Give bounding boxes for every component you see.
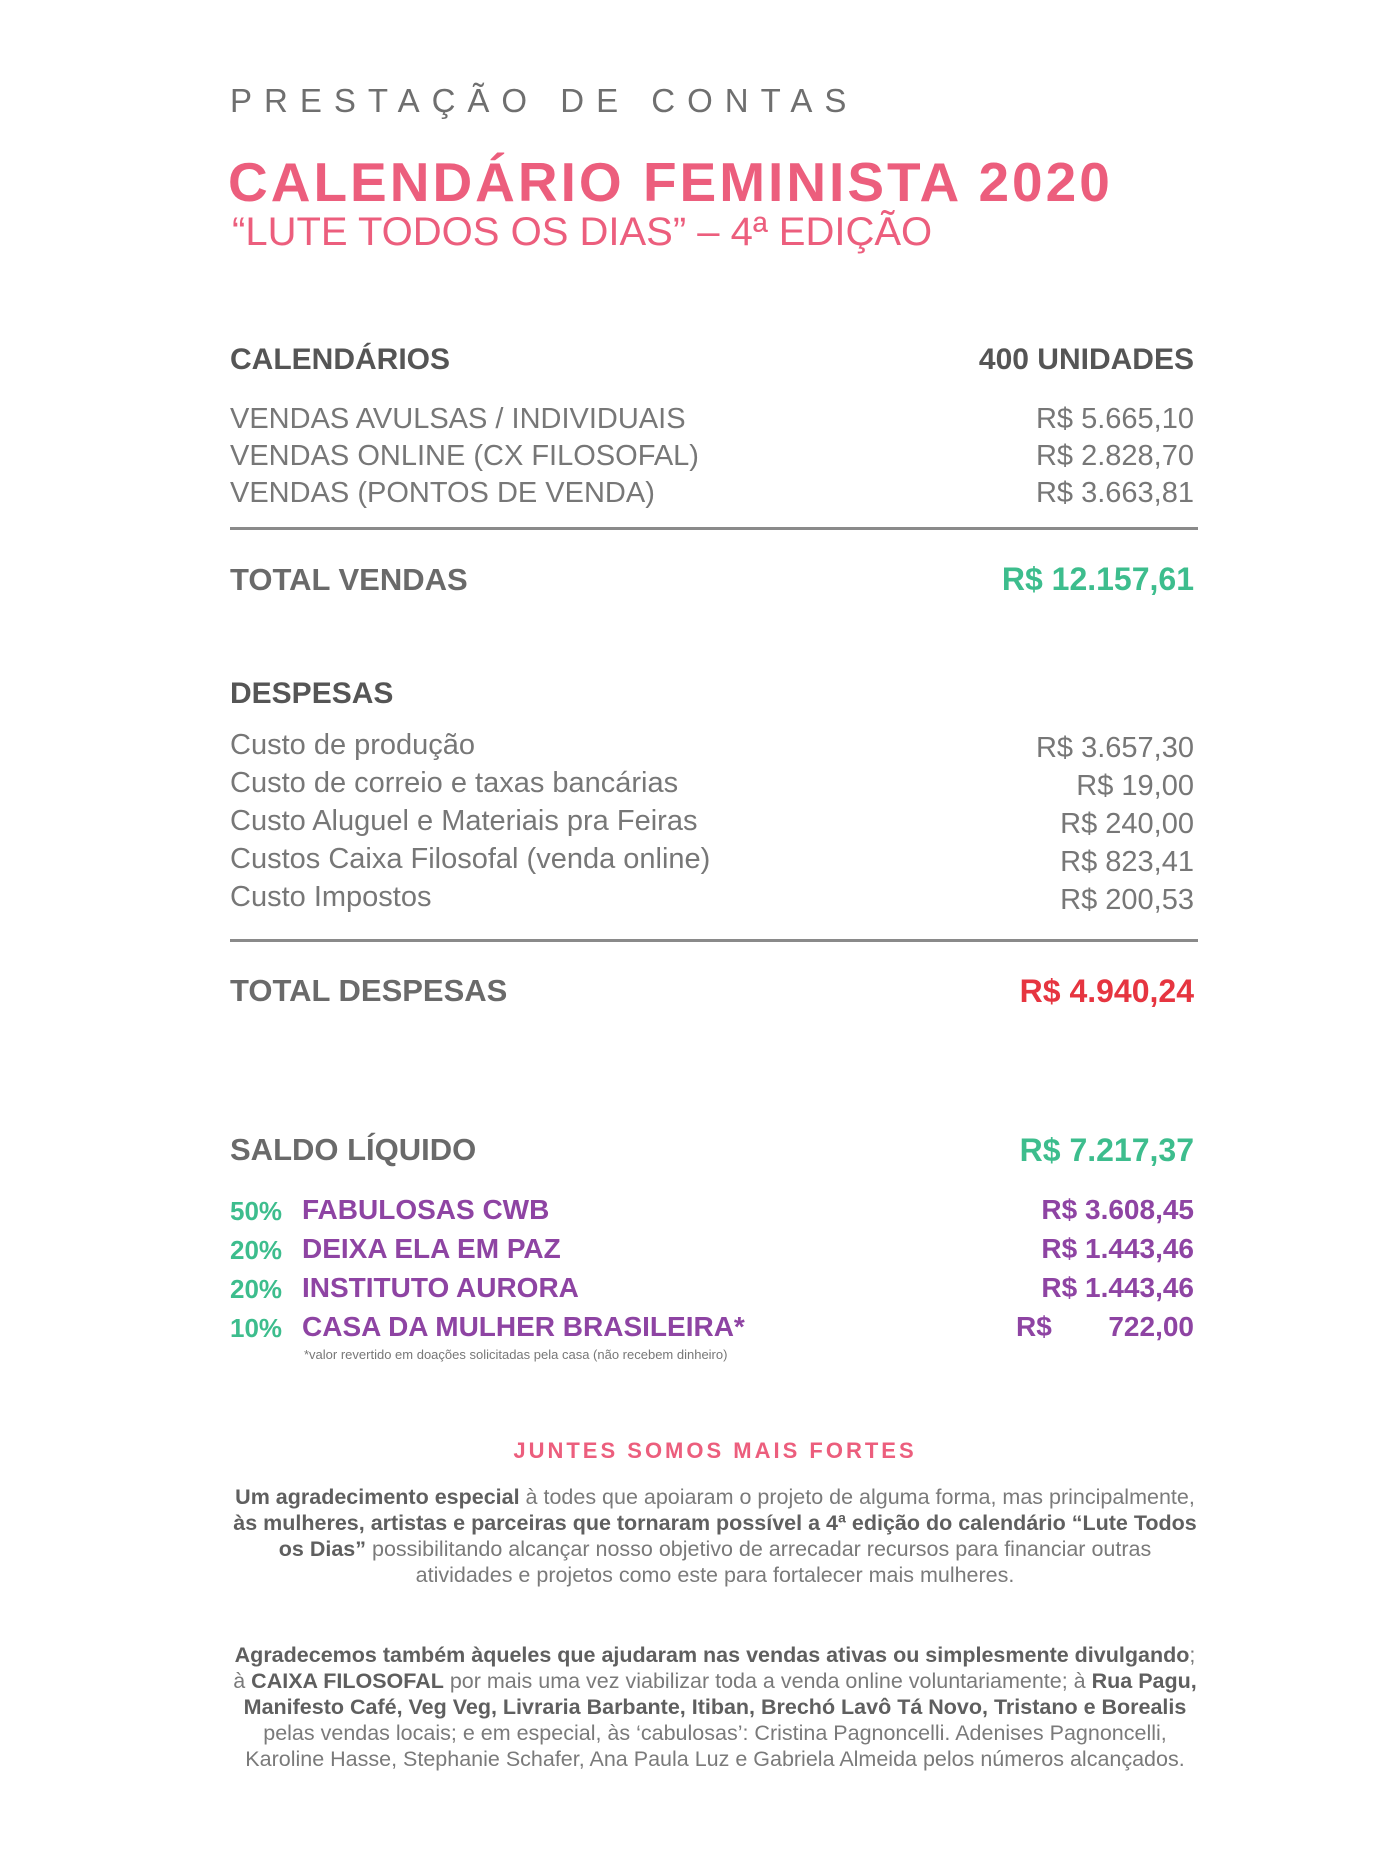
- beneficiary-currency: R$: [1016, 1311, 1052, 1342]
- calendarios-heading: CALENDÁRIOS: [230, 343, 451, 376]
- total-expenses-label: TOTAL DESPESAS: [230, 973, 508, 1008]
- slogan: JUNTES SOMOS MAIS FORTES: [513, 1438, 917, 1463]
- thanks-emphasis: Um agradecimento especial: [235, 1485, 520, 1509]
- divider: [230, 939, 1198, 942]
- beneficiary-name: CASA DA MULHER BRASILEIRA*: [302, 1311, 745, 1342]
- net-balance-label: SALDO LÍQUIDO: [230, 1132, 477, 1167]
- sales-row-value: R$ 5.665,10: [1035, 403, 1194, 435]
- ack-emphasis: Rua Pagu, Manifesto Café, Veg Veg, Livraria Barbante, Itiban, Brechó Lavô Tá Novo, Tristano e Borealis: [243, 1669, 1197, 1719]
- ack-text: ; à: [233, 1643, 1196, 1693]
- share-percent: 50%: [230, 1196, 283, 1226]
- beneficiary-name: FABULOSAS CWB: [302, 1194, 550, 1225]
- thanks-emphasis: às mulheres, artistas e parceiras que tornaram possível a 4ª edição do calendário “Lute Todos os Dias”: [233, 1511, 1197, 1561]
- total-expenses-value: R$ 4.940,24: [1019, 973, 1194, 1009]
- ack-emphasis: CAIXA FILOSOFAL: [251, 1669, 444, 1693]
- despesas-heading: DESPESAS: [230, 677, 394, 710]
- document-subtitle: “LUTE TODOS OS DIAS” – 4ª EDIÇÃO: [232, 210, 933, 254]
- footnote: *valor revertido em doações solicitadas pela casa (não recebem dinheiro): [304, 1347, 728, 1362]
- sales-row-label: VENDAS (PONTOS DE VENDA): [230, 477, 655, 509]
- ack-text: pelas vendas locais; e em especial, às ‘cabulosas’: Cristina Pagnoncelli. Adenises Pagnoncelli, Karoline Hasse, Stephanie Schafer, Ana Paula Luz e Gabriela Almeida pelos números alcançados.: [245, 1721, 1185, 1771]
- beneficiary-name: INSTITUTO AURORA: [302, 1272, 579, 1303]
- expense-row-label: Custo Aluguel e Materiais pra Feiras: [230, 805, 698, 837]
- share-percent: 20%: [230, 1235, 283, 1265]
- expense-row-value: R$ 19,00: [1076, 770, 1194, 802]
- expense-row-label: Custo de correio e taxas bancárias: [230, 767, 679, 799]
- document-title: CALENDÁRIO FEMINISTA 2020: [228, 151, 1113, 213]
- ack-emphasis: Agradecemos também àqueles que ajudaram nas vendas ativas ou simplesmente divulgando: [234, 1643, 1190, 1667]
- thanks-text: possibilitando alcançar nosso objetivo de arrecadar recursos para financiar outras atividades e projetos como este para fortalecer mais mulheres.: [366, 1537, 1152, 1587]
- beneficiary-amount: R$ 1.443,46: [1041, 1233, 1194, 1264]
- expense-row-label: Custos Caixa Filosofal (venda online): [230, 843, 711, 875]
- sales-row-value: R$ 3.663,81: [1035, 477, 1194, 509]
- net-balance-value: R$ 7.217,37: [1019, 1132, 1194, 1168]
- share-percent: 20%: [230, 1274, 283, 1304]
- share-percent: 10%: [230, 1313, 283, 1343]
- divider: [230, 527, 1198, 530]
- expense-row-value: R$ 3.657,30: [1035, 732, 1194, 764]
- sales-row-value: R$ 2.828,70: [1035, 440, 1194, 472]
- expense-row-label: Custo de produção: [230, 729, 476, 761]
- sales-row-label: VENDAS ONLINE (CX FILOSOFAL): [230, 440, 699, 472]
- thanks-text: à todes que apoiaram o projeto de alguma forma, mas principalmente,: [519, 1485, 1195, 1509]
- beneficiary-name: DEIXA ELA EM PAZ: [302, 1233, 561, 1264]
- expense-row-value: R$ 823,41: [1060, 846, 1194, 878]
- acknowledgements-paragraph: [230, 1642, 1200, 1772]
- calendarios-quantity: 400 UNIDADES: [978, 343, 1194, 376]
- expense-row-value: R$ 200,53: [1060, 884, 1194, 916]
- thanks-paragraph: [230, 1484, 1200, 1588]
- beneficiary-amount: R$ 1.443,46: [1041, 1272, 1194, 1303]
- expense-row-value: R$ 240,00: [1060, 808, 1194, 840]
- beneficiary-amount: 722,00: [1108, 1311, 1194, 1342]
- document-kicker: PRESTAÇÃO DE CONTAS: [230, 82, 859, 119]
- total-sales-value: R$ 12.157,61: [1001, 561, 1194, 597]
- beneficiary-amount: R$ 3.608,45: [1041, 1194, 1194, 1225]
- total-sales-label: TOTAL VENDAS: [230, 562, 468, 597]
- ack-text: por mais uma vez viabilizar toda a venda online voluntariamente; à: [443, 1669, 1092, 1693]
- expense-row-label: Custo Impostos: [230, 881, 432, 913]
- sales-row-label: VENDAS AVULSAS / INDIVIDUAIS: [230, 403, 686, 435]
